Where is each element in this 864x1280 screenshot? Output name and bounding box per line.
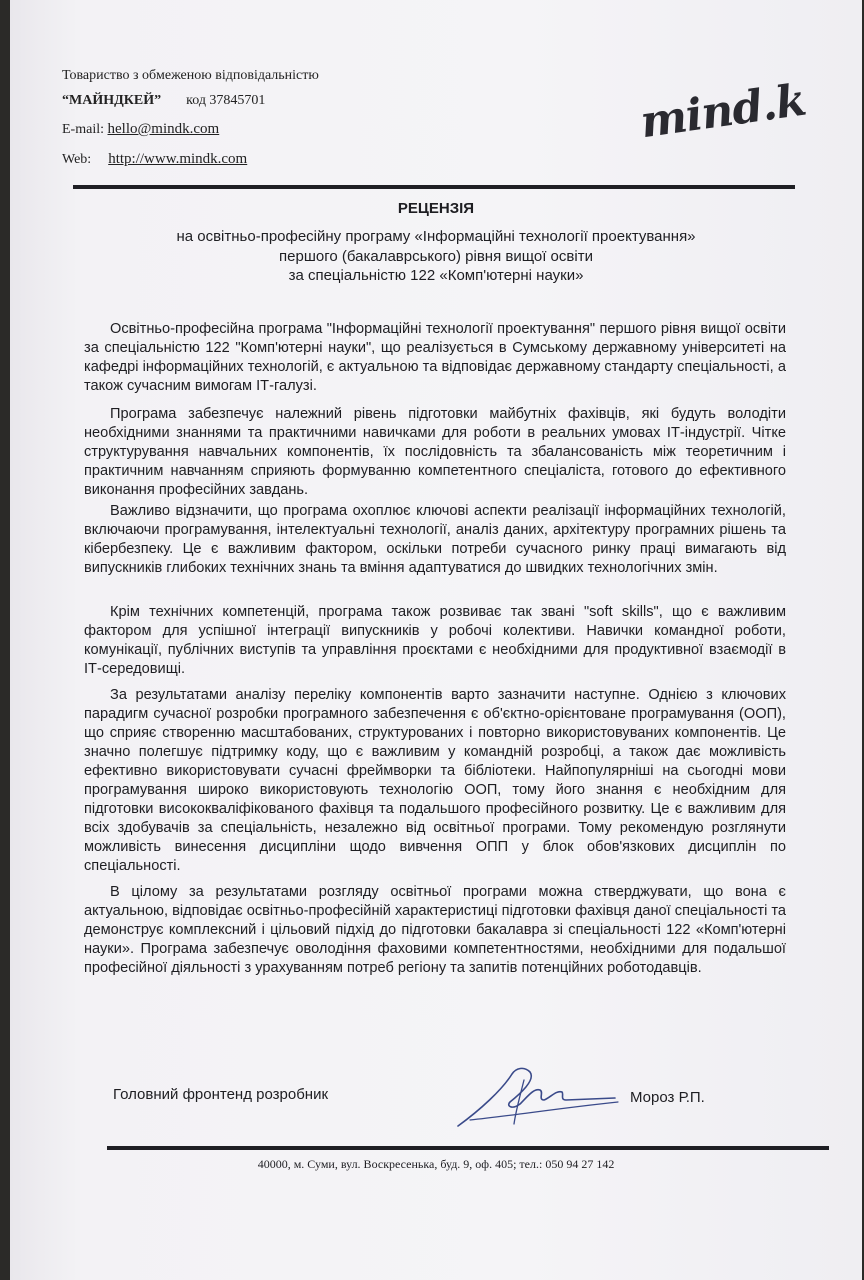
- email-link[interactable]: hello@mindk.com: [107, 121, 220, 137]
- company-name: “МАЙНДКЕЙ”: [62, 93, 162, 108]
- email-label: E-mail:: [62, 122, 104, 137]
- web-row: [62, 151, 247, 168]
- document-page: [10, 0, 862, 1280]
- paragraph-6: В цілому за результатами розгляду освітньої програми можна стверджувати, що вона є актуальною, відповідає освітньо-професійній характеристиці підготовки фахівця даної спеціальності та демонструє комплексний і цільовий підхід до підготовки бакалавра зі спеціальності 122 «Комп'ютерні науки». Програма забезпечує оволодіння фаховими компетентностями, необхідними для подальшої професійної діяльності з урахуванням потреб регіону та запитів потенційних роботодавців.: [84, 884, 787, 976]
- paragraph-1: Освітньо-професійна програма "Інформаційні технології проектування" першого рівня вищої освіти за спеціальністю 122 "Комп'ютерні науки", що реалізується в Сумському державному університеті на кафедрі інформаційних технологій, є актуальною та відповідає державному стандарту спеціальності, а також сучасним вимогам ІТ-галузі.: [84, 321, 786, 394]
- company-logo: mind.k: [637, 74, 809, 149]
- signatory-role: Головний фронтенд розробник: [113, 1086, 329, 1103]
- company-line: Товариство з обмеженою відповідальністю: [62, 68, 319, 83]
- web-label: Web:: [62, 152, 92, 167]
- signatory-name: Мороз Р.П.: [630, 1089, 705, 1106]
- header-divider: [73, 185, 795, 189]
- subtitle-line-3: за спеціальністю 122 «Комп'ютерні науки»: [288, 267, 584, 284]
- footer-divider: [107, 1146, 829, 1150]
- company-code: код 37845701: [186, 93, 266, 108]
- email-row: [62, 121, 219, 138]
- subtitle-line-2: першого (бакалаврського) рівня вищої освіти: [279, 248, 593, 265]
- company-name-row: [62, 93, 265, 109]
- paragraph-4: Крім технічних компетенцій, програма також розвиває так звані "soft skills", що є важливим фактором для успішної інтеграції випускників у робочі колективи. Навички командної роботи, комунікації, публічних виступів та управління проєктами є необхідними для продуктивної взаємодії в ІТ-середовищі.: [84, 604, 786, 677]
- paragraph-3: Важливо відзначити, що програма охоплює ключові аспекти реалізації інформаційних технологій, включаючи програмування, інтелектуальні технології, аналіз даних, архітектуру програмних рішень та кібербезпеку. Це є важливим фактором, оскільки потреби сучасного ринку праці вимагають від випускників глибоких технічних знань та вміння адаптуватися до швидких технологічних змін.: [84, 503, 786, 576]
- footer-address: 40000, м. Суми, вул. Воскресенька, буд. 9, оф. 405; тел.: 050 94 27 142: [257, 1157, 615, 1171]
- web-link[interactable]: http://www.mindk.com: [108, 151, 248, 167]
- paragraph-5: За результатами аналізу переліку компонентів варто зазначити наступне. Однією з ключових парадигм сучасної розробки програмного забезпечення є об'єктно-орієнтоване програмування (ООП), що сприяє створенню масштабованих, структурованих і повторно використовуваних компонентів. Це значно полегшує підтримку коду, що є важливим у командній розробці, а також дає можливість ефективно використовувати сучасні фреймворки та бібліотеки. Найпопулярніші на сьогодні мови програмування широко використовують технологію ООП, тому його знання є необхідним для підготовки висококваліфікованого фахівця та подальшого професійного розвитку. Це є важливим для всіх здобувачів за спеціальність, незалежно від освітньої програми. Тому рекомендую розглянути можливість винесення дисципліни щодо вивчення ОПП у блок обов'язкових дисциплін по спеціальності.: [84, 687, 786, 874]
- handwritten-signature: [450, 1060, 620, 1135]
- document-title: РЕЦЕНЗІЯ: [397, 200, 475, 217]
- subtitle-line-1: на освітньо-професійну програму «Інформаційні технології проектування»: [176, 228, 696, 245]
- paragraph-2: Програма забезпечує належний рівень підготовки майбутніх фахівців, які будуть володіти необхідними знаннями та практичними навичками для роботи в реальних умовах ІТ-індустрії. Чітке структурування навчальних компонентів, їх послідовність та збалансованість між теоретичним і практичним навчанням сприяють формуванню компетентного спеціаліста, готового до ефективного виконання професійних завдань.: [84, 406, 786, 498]
